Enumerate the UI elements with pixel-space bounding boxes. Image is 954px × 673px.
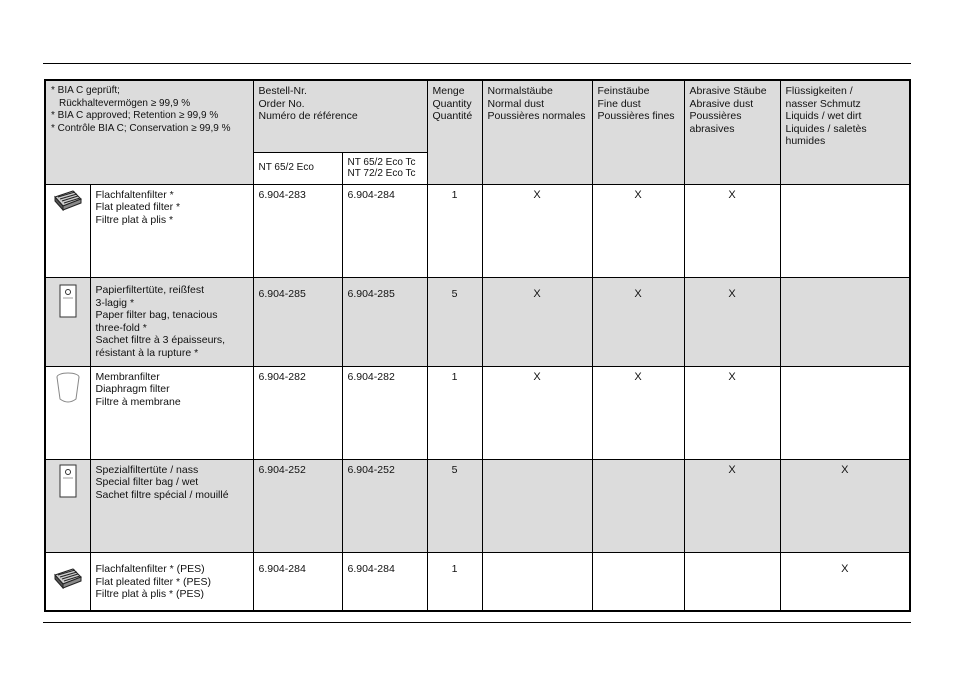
normal-dust-mark xyxy=(482,553,592,611)
description-line: Sachet filtre à 3 épaisseurs, xyxy=(95,334,226,347)
header-line: Abrasive dust xyxy=(689,97,754,110)
note-line: * Contrôle BIA C; Conservation ≥ 99,9 % xyxy=(51,122,231,134)
abrasive-dust-mark: X xyxy=(684,184,780,277)
table-row xyxy=(45,366,910,459)
header-line: Flüssigkeiten / xyxy=(785,85,853,97)
paper-filter-bag-icon xyxy=(59,284,77,318)
description-line: Flachfaltenfilter * (PES) xyxy=(95,563,205,576)
description-line: Flachfaltenfilter * xyxy=(95,188,174,201)
description-line: Papierfiltertüte, reißfest xyxy=(95,284,205,297)
header-line: Abrasive Stäube xyxy=(689,85,767,97)
row-icon-cell xyxy=(45,366,90,459)
description-line: Filtre plat à plis * (PES) xyxy=(95,588,205,601)
quantity-value: 1 xyxy=(427,366,482,459)
description-line: Diaphragm filter xyxy=(95,383,170,396)
product-description xyxy=(90,184,253,277)
liquids-mark xyxy=(780,366,910,459)
row-icon-cell xyxy=(45,459,90,552)
row-icon-cell xyxy=(45,184,90,277)
table-row xyxy=(45,553,910,611)
header-line: Bestell-Nr. xyxy=(258,85,307,97)
fine-dust-mark: X xyxy=(592,366,684,459)
order-number-a: 6.904-284 xyxy=(253,553,342,611)
order-number-a: 6.904-285 xyxy=(253,278,342,366)
quantity-value: 1 xyxy=(427,184,482,277)
header-line: nasser Schmutz xyxy=(785,97,861,110)
product-description xyxy=(90,366,253,459)
header-line: Quantité xyxy=(432,110,473,122)
table-row xyxy=(45,278,910,366)
description-line: Spezialfiltertüte / nass xyxy=(95,463,199,476)
model-b-header xyxy=(342,152,427,184)
fine-dust-mark xyxy=(592,553,684,611)
normal-dust-mark: X xyxy=(482,184,592,277)
membrane-filter-icon xyxy=(55,371,81,407)
flat-pleated-filter-icon xyxy=(53,189,83,211)
description-line: three-fold * xyxy=(95,321,147,334)
header-line: Poussières normales xyxy=(487,110,586,122)
header-line: Order No. xyxy=(258,97,305,110)
normal-dust-mark: X xyxy=(482,278,592,366)
special-filter-bag-icon xyxy=(59,464,77,498)
fine-dust-mark xyxy=(592,459,684,552)
header-line: Quantity xyxy=(432,97,472,110)
product-description xyxy=(90,553,253,611)
model-b-label: NT 65/2 Eco Tc xyxy=(347,156,416,168)
header-line: Numéro de référence xyxy=(258,110,358,122)
note-line: * BIA C geprüft; xyxy=(51,85,120,96)
header-line: Poussières xyxy=(689,110,742,122)
quantity-value: 1 xyxy=(427,553,482,611)
bottom-rule xyxy=(43,622,911,623)
description-line: Flat pleated filter * (PES) xyxy=(95,575,212,588)
liquids-header xyxy=(780,80,910,184)
header-line: Fine dust xyxy=(597,97,641,110)
row-icon-cell xyxy=(45,278,90,366)
normal-dust-mark xyxy=(482,459,592,552)
header-line: Liquides / saletès xyxy=(785,122,867,135)
top-rule xyxy=(43,63,911,64)
liquids-mark xyxy=(780,278,910,366)
abrasive-dust-mark: X xyxy=(684,278,780,366)
order-no-header xyxy=(253,80,427,152)
quantity-value: 5 xyxy=(427,278,482,366)
description-line: Flat pleated filter * xyxy=(95,201,181,214)
table-row xyxy=(45,184,910,277)
model-b-label: NT 72/2 Eco Tc xyxy=(347,168,416,180)
liquids-mark: X xyxy=(780,459,910,552)
order-number-b: 6.904-285 xyxy=(342,278,427,366)
header-line: Feinstäube xyxy=(597,85,650,97)
order-number-b: 6.904-284 xyxy=(342,553,427,611)
description-line: Filtre à membrane xyxy=(95,395,181,408)
table-row xyxy=(45,459,910,552)
fine-dust-mark: X xyxy=(592,278,684,366)
order-number-b: 6.904-252 xyxy=(342,459,427,552)
abrasive-dust-mark xyxy=(684,553,780,611)
note-line: * BIA C approved; Retention ≥ 99,9 % xyxy=(51,110,219,121)
header-line: Liquids / wet dirt xyxy=(785,110,862,122)
model-a-header xyxy=(253,152,342,184)
abrasive-dust-mark: X xyxy=(684,459,780,552)
description-line: résistant à la rupture * xyxy=(95,346,199,359)
model-a-label: NT 65/2 Eco xyxy=(258,161,314,173)
liquids-mark xyxy=(780,184,910,277)
quantity-header xyxy=(427,80,482,184)
quantity-value: 5 xyxy=(427,459,482,552)
description-line: 3-lagig * xyxy=(95,296,135,309)
header-line: Normalstäube xyxy=(487,85,553,97)
order-number-a: 6.904-252 xyxy=(253,459,342,552)
header-line: Poussières fines xyxy=(597,110,675,122)
fine-dust-header xyxy=(592,80,684,184)
abrasive-dust-header xyxy=(684,80,780,184)
description-line: Membranfilter xyxy=(95,370,160,383)
product-description xyxy=(90,459,253,552)
description-line: Paper filter bag, tenacious xyxy=(95,309,218,322)
filter-accessory-table xyxy=(44,79,911,612)
notes-header xyxy=(45,80,253,184)
header-row xyxy=(45,80,910,152)
header-line: abrasives xyxy=(689,122,735,135)
order-number-b: 6.904-284 xyxy=(342,184,427,277)
order-number-a: 6.904-282 xyxy=(253,366,342,459)
normal-dust-mark: X xyxy=(482,366,592,459)
order-number-a: 6.904-283 xyxy=(253,184,342,277)
row-icon-cell xyxy=(45,553,90,611)
description-line: Special filter bag / wet xyxy=(95,476,199,489)
fine-dust-mark: X xyxy=(592,184,684,277)
flat-pleated-filter-pes-icon xyxy=(53,567,83,589)
normal-dust-header xyxy=(482,80,592,184)
header-line: Menge xyxy=(432,85,465,97)
note-line: Rückhaltevermögen ≥ 99,9 % xyxy=(59,97,191,109)
description-line: Sachet filtre spécial / mouillé xyxy=(95,488,229,501)
product-description xyxy=(90,278,253,366)
header-line: humides xyxy=(785,135,826,147)
liquids-mark: X xyxy=(780,553,910,611)
description-line: Filtre plat à plis * xyxy=(95,213,174,226)
header-line: Normal dust xyxy=(487,97,545,110)
abrasive-dust-mark: X xyxy=(684,366,780,459)
order-number-b: 6.904-282 xyxy=(342,366,427,459)
